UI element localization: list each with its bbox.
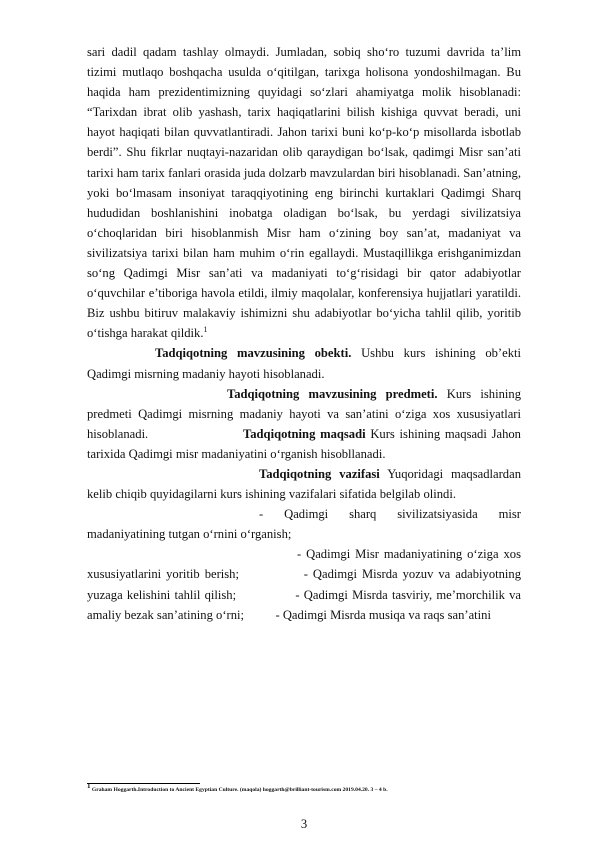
footnote <box>87 782 547 795</box>
intro-text: sari dadil qadam tashlay olmaydi. Jumladan, sobiq sho‘ro tuzumi davrida ta’lim tizimi mutlaqo boshqacha usulda o‘qitilgan, tarixga holisona yondoshilmagan. Bu haqida ham prezidentimizning quyidagi so‘zlari ahamiyatga molik hisoblanadi: “Tarixdan ibrat olib yashash, tarix haqiqatlarini bilish kishiga quvvat beradi, uni hayot haqiqati bilan quvvatlantiradi. Jahon tarixi buni ko‘p-ko‘p misollarda isbotlab berdi”. Shu fikrlar nuqtayi-nazaridan olib qaraydigan bo‘lsak, qadimgi Misr san’ati tarixi ham tarix fanlari orasida juda dolzarb mavzulardan biri hisoblanadi. San’atning, yoki bo‘lmasam insoniyat taraqqiyotining eng birinchi kurtaklari Qadimgi Sharq hududidan boshlanishini inobatga oladigan bo‘lsak, bu yerdagi sivilizatsiya o‘choqlaridan biri hisoblanmish Misr ham o‘zining boy san’at, madaniyat va sivilizatsiya tarixi bilan ham muhim o‘rin egallaydi. Mustaqillikga erishganimizdan so‘ng Qadimgi Misr san’ati va madaniyati to‘g‘risidagi bir qator adabiyotlar o‘quvchilar e’tiboriga havola etildi, ilmiy maqolalar, konferensiya hujjatlari yaratildi. Biz ushbu bitiruv malakaviy ishimizni shu adabiyotlar bo‘yicha tahlil qilib, yoritib o‘tishga harakat qildik. <box>87 45 521 341</box>
intro-paragraph <box>87 42 521 343</box>
spacer <box>148 427 243 441</box>
tasks-text: Yuqoridagi maqsadlardan kelib chiqib quyidagilarni kurs ishining vazifalari sifatida belgilab olindi. <box>87 466 521 502</box>
footnote-divider <box>87 783 200 784</box>
page-number: 3 <box>300 817 308 831</box>
goal-text: Kurs ishining maqsadi Jahon tarixida Qadimgi misr madaniyatini o‘rganish hisobllanadi. <box>87 426 521 461</box>
task-item-1: - Qadimgi sharq sivilizatsiyasida misr madaniyatining tutgan o‘rnini o‘rganish; <box>87 507 521 542</box>
object-heading: Tadqiqotning mavzusining obekti. <box>155 346 352 361</box>
object-paragraph <box>87 343 521 383</box>
body-text <box>87 42 525 625</box>
goal-heading: Tadqiqotning maqsadi <box>243 426 366 441</box>
subject-text: Kurs ishining predmeti Qadimgi misrning madaniy hayoti va san’atini o‘ziga xos xususiyatlari hisoblanadi. <box>87 386 521 441</box>
object-text: Ushbu kurs ishining ob’ekti Qadimgi misrning madaniy hayoti hisoblanadi. <box>87 346 521 381</box>
subject-heading: Tadqiqotning mavzusining predmeti. <box>227 386 438 401</box>
task-items-list: - Qadimgi Misr madaniyatining o‘ziga xos xususiyatlarini yoritib berish; - Qadimgi Misrda yozuv va adabiyotning yuzaga kelishini tahlil qilish; - Qadimgi Misrda tasviriy, me’morchilik va amaliy bezak san’atining o‘rni; - Qadimgi Misrda musiqa va raqs san’atini <box>87 547 525 622</box>
tasks-paragraph <box>87 464 521 504</box>
subject-paragraph <box>87 384 521 464</box>
footnote-marker: 1 <box>87 782 91 791</box>
footnote-text: Graham Hoggarth.Introduction to Ancient Egyptian Culture. (maqola) hoggarth@brilliant-tourism.com 2019.04.20. 3 – 4 b. <box>90 787 388 793</box>
footnote-reference[interactable]: 1 <box>203 325 208 335</box>
tasks-heading: Tadqiqotning vazifasi <box>259 466 380 481</box>
